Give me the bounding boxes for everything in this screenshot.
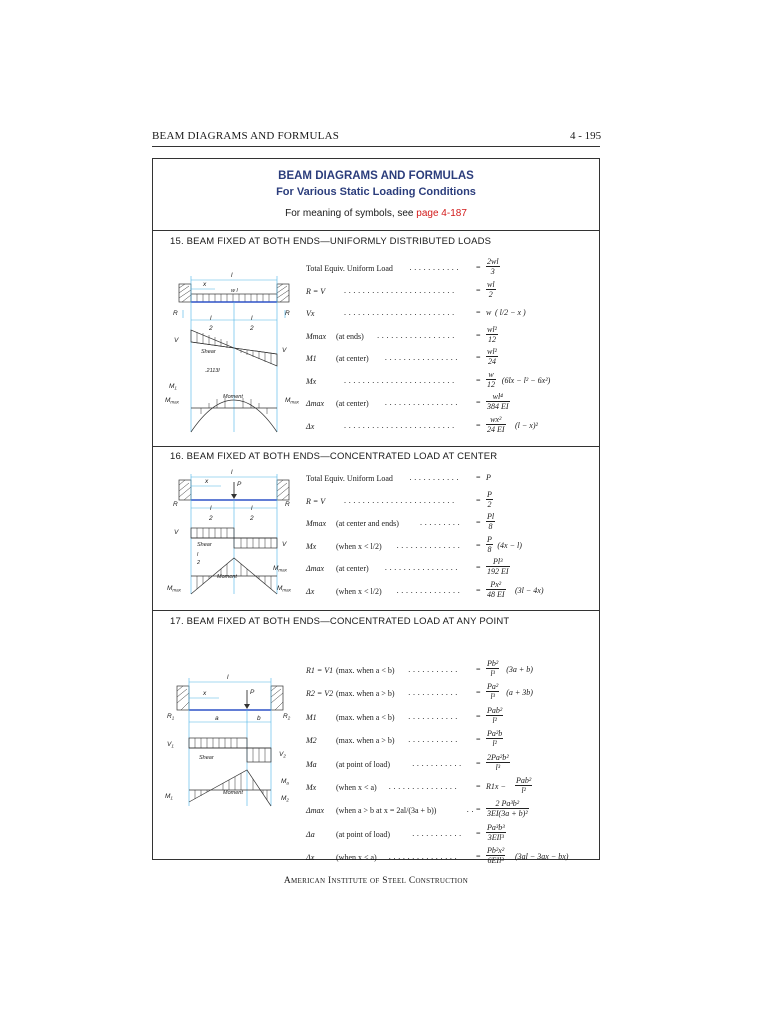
formula-condition: (when x < a) xyxy=(336,783,377,792)
denominator: 12 xyxy=(487,379,495,389)
formula-tail: (3al − 3ax − bx) xyxy=(515,852,569,862)
running-head-title: BEAM DIAGRAMS AND FORMULAS xyxy=(152,130,340,142)
denominator: l³ xyxy=(486,691,499,701)
V2-letter: V xyxy=(279,751,284,758)
numerator: wl xyxy=(487,279,495,289)
formula-row xyxy=(306,824,596,846)
Mmax-right-letter: M xyxy=(285,397,291,404)
label-R-right: R xyxy=(285,501,290,508)
label-M2: $M_2$ xyxy=(281,795,289,803)
formula-row xyxy=(306,730,596,752)
formula-condition: (max. when a < b) xyxy=(336,712,395,722)
denominator: 24 xyxy=(487,357,496,366)
fraction xyxy=(486,490,493,509)
denominator: 24 EI xyxy=(487,424,505,434)
leader-dots: ........................ xyxy=(344,285,457,295)
formula-condition: (at center) xyxy=(336,354,369,363)
formula-tail: ( l/2 − x ) xyxy=(495,308,526,317)
formula-symbol: Δmax xyxy=(306,399,325,408)
label-P: P xyxy=(237,481,242,488)
label-Ma xyxy=(281,778,289,786)
label-P: P xyxy=(250,689,255,696)
formula-row xyxy=(306,558,596,580)
header-rule xyxy=(152,146,600,147)
page-footer: American Institute of Steel Construction xyxy=(283,876,469,886)
leader-dots: ........... xyxy=(412,828,464,838)
label-M1: $M_1$ xyxy=(165,793,173,801)
formula-symbol: Δx xyxy=(306,586,315,596)
formula-condition: (at point of load) xyxy=(336,759,390,769)
section-17-title: 17. BEAM FIXED AT BOTH ENDS—CONCENTRATED LOAD AT ANY POINT xyxy=(170,616,510,627)
formula-row xyxy=(306,683,596,705)
label-point: .2113l xyxy=(205,368,220,374)
label-two-left: 2 xyxy=(209,515,213,522)
formula-term: R1x − xyxy=(486,782,506,791)
distributed-load xyxy=(191,294,277,302)
label-wl: w l xyxy=(231,288,238,294)
numerator: Pl xyxy=(487,512,495,521)
leader-dots: ................ xyxy=(384,563,461,572)
denominator: 8 xyxy=(486,521,495,531)
fraction xyxy=(486,799,529,818)
Mmax-right-sub: max xyxy=(282,587,291,593)
M1-letter: M xyxy=(169,383,175,390)
equals-sign: = xyxy=(476,563,481,572)
denominator: l² xyxy=(486,738,503,748)
M2-letter: M xyxy=(281,795,287,802)
fraction xyxy=(486,580,506,599)
formula-symbol: Δx xyxy=(306,853,315,863)
fraction-2 xyxy=(515,776,532,795)
equals-sign: = xyxy=(476,518,481,527)
Mmax-right-sub: max xyxy=(290,399,299,405)
formula-tail: (l − x)² xyxy=(515,420,538,430)
denominator: 12 xyxy=(487,334,496,344)
label-moment: Moment xyxy=(217,574,237,580)
equals-sign: = xyxy=(476,665,481,674)
Ma-sub: a xyxy=(286,780,289,786)
formula-symbol: Δx xyxy=(306,421,315,431)
formula-tail: (6lx − l² − 6x²) xyxy=(501,375,551,385)
formula-symbol: Mmax xyxy=(306,519,326,528)
formula-symbol: Mx xyxy=(306,376,317,386)
formula-symbol: Vx xyxy=(306,309,315,318)
formula-row xyxy=(306,326,596,348)
denominator: l³ xyxy=(486,668,499,678)
Mmax-left-letter: M xyxy=(167,585,173,592)
Ma-letter: M xyxy=(281,778,287,785)
formula-symbol: Ma xyxy=(306,759,317,769)
leader-dots: ............... xyxy=(388,852,460,862)
denominator: 2 xyxy=(486,289,496,299)
diagram-17 xyxy=(163,660,305,810)
leader-dots: ........... xyxy=(408,688,460,698)
section-16-title: 16. BEAM FIXED AT BOTH ENDS—CONCENTRATED LOAD AT CENTER xyxy=(170,451,498,462)
label-Mmax-left xyxy=(165,397,180,405)
fraction xyxy=(486,280,496,299)
label-V-right: V xyxy=(282,347,287,354)
label-two-right: 2 xyxy=(250,515,254,522)
formula-row xyxy=(306,281,596,303)
formula-row xyxy=(306,513,596,535)
shear-diagram xyxy=(189,738,247,748)
formula-condition: (max. when a > b) xyxy=(336,736,395,746)
label-x: x xyxy=(205,478,209,485)
equals-sign: = xyxy=(476,828,481,838)
label-R-right: R xyxy=(285,310,290,317)
numerator: Pb² xyxy=(487,659,499,668)
formula-symbol: R2 = V2 xyxy=(306,689,334,699)
label-l: l xyxy=(231,272,233,279)
formula-term: P xyxy=(486,473,491,482)
fraction xyxy=(486,257,500,276)
formula-tail: (3l − 4x) xyxy=(515,585,544,595)
divider-2 xyxy=(152,446,600,447)
label-Mmax-right xyxy=(285,397,300,405)
leader-dots: ........... xyxy=(408,665,460,674)
leader-dots: .. xyxy=(466,805,477,815)
label-V2: $V_2$ xyxy=(279,751,286,759)
formula-row xyxy=(306,348,596,370)
label-V1: $V_1$ xyxy=(167,741,174,749)
numerator: Pa³b³ xyxy=(487,822,505,832)
equals-sign: = xyxy=(476,585,481,595)
formula-condition: (at ends) xyxy=(336,331,364,341)
numerator: Pa²b xyxy=(487,729,503,739)
leader-dots: ............... xyxy=(388,782,460,791)
equals-sign: = xyxy=(476,711,481,721)
label-two-x: 2 xyxy=(197,560,201,566)
leader-dots: ................ xyxy=(384,353,461,362)
equals-sign: = xyxy=(476,688,481,698)
label-half-right: l xyxy=(251,315,253,322)
label-R-left: R xyxy=(173,501,178,508)
formula-condition: (when x < l/2) xyxy=(336,541,382,551)
label-R2: $R_2$ xyxy=(283,713,291,721)
label-half-right: l xyxy=(251,505,253,512)
formula-condition: (max. when a > b) xyxy=(336,689,395,699)
section-15-title: 15. BEAM FIXED AT BOTH ENDS—UNIFORMLY DISTRIBUTED LOADS xyxy=(170,236,492,247)
formula-symbol: Δmax xyxy=(306,806,325,816)
formula-row xyxy=(306,468,596,490)
formula-condition: (when x < l/2) xyxy=(336,586,382,596)
formula-symbol: M2 xyxy=(306,736,317,746)
Mmax-mid-letter: M xyxy=(273,565,279,572)
fraction xyxy=(486,535,493,554)
equals-sign: = xyxy=(476,782,481,791)
fraction xyxy=(486,392,510,411)
formula-symbol: Δmax xyxy=(306,564,325,573)
divider-1 xyxy=(152,230,600,231)
equals-sign: = xyxy=(476,495,481,505)
denominator: 3EIl³ xyxy=(487,832,504,842)
formula-symbol: M1 xyxy=(306,354,317,363)
label-two-right: 2 xyxy=(250,325,254,332)
label-two-left: 2 xyxy=(209,325,213,332)
Mmax-left-sub: max xyxy=(172,587,181,593)
label-l: l xyxy=(227,674,229,681)
label-shear: Shear xyxy=(197,542,212,548)
leader-dots: ........... xyxy=(408,735,460,745)
leader-dots: ........... xyxy=(408,711,460,721)
formula-condition: Total Equiv. Uniform Load xyxy=(306,474,393,483)
formula-tail: (3a + b) xyxy=(506,665,533,674)
moment-diagram xyxy=(189,770,271,806)
fraction xyxy=(486,415,506,434)
formula-condition: (when x < a) xyxy=(336,853,377,863)
formula-tail: (4x − l) xyxy=(497,540,522,550)
formula-condition: (at center and ends) xyxy=(336,519,399,528)
label-shear: Shear xyxy=(201,349,216,355)
numerator: wl⁴ xyxy=(492,392,503,401)
equals-sign: = xyxy=(476,353,481,362)
denominator: l² xyxy=(515,785,532,795)
denominator: l³ xyxy=(486,762,510,772)
leader-dots: ................. xyxy=(377,330,457,340)
formula-row xyxy=(306,800,596,822)
leader-dots: .............. xyxy=(396,540,463,550)
R1-letter: R xyxy=(167,713,172,720)
label-V-left: V xyxy=(174,529,179,536)
label-M1 xyxy=(169,383,177,391)
numerator: Pab² xyxy=(516,776,532,785)
equals-sign: = xyxy=(476,852,481,862)
formula-row xyxy=(306,303,596,325)
numerator: 2 Pa³b² xyxy=(495,799,520,809)
Mmax-left-sub: max xyxy=(170,399,179,405)
formula-symbol: R = V xyxy=(306,286,326,296)
page-title: BEAM DIAGRAMS AND FORMULAS xyxy=(278,170,474,182)
fraction xyxy=(486,706,503,725)
formula-symbol: Δa xyxy=(306,829,315,839)
label-V-right: V xyxy=(282,541,287,548)
formula-row xyxy=(306,660,596,682)
equals-sign: = xyxy=(476,308,481,317)
diagram-16 xyxy=(165,466,305,606)
formula-row xyxy=(306,777,596,799)
Mmax-left-letter: M xyxy=(165,397,171,404)
formula-row xyxy=(306,707,596,729)
formula-symbol: Mmax xyxy=(306,331,326,341)
denominator: 6EIl³ xyxy=(487,856,504,866)
numerator: wl² xyxy=(487,347,497,356)
formula-row xyxy=(306,416,596,438)
symbols-page-link[interactable]: page 4-187 xyxy=(416,208,467,219)
numerator: Px² xyxy=(490,579,502,589)
page-subtitle: For Various Static Loading Conditions xyxy=(276,186,476,198)
fraction xyxy=(486,347,498,366)
label-a: a xyxy=(215,715,219,722)
symbols-note xyxy=(152,208,600,219)
formula-condition: (at point of load) xyxy=(336,829,390,839)
leader-dots: ......... xyxy=(420,518,463,527)
label-Mmax-left xyxy=(167,585,182,593)
formula-term: w xyxy=(486,308,492,317)
denominator: 384 EI xyxy=(487,402,509,411)
page-number: 4 - 195 xyxy=(570,130,602,142)
label-Mmax-right xyxy=(277,585,292,593)
denominator: 3EI(3a + b)² xyxy=(487,809,528,819)
leader-dots: ........... xyxy=(412,758,464,768)
label-Mmax-mid xyxy=(273,565,288,573)
divider-3 xyxy=(152,610,600,611)
formula-row xyxy=(306,393,596,415)
denominator: 2 xyxy=(487,499,492,509)
numerator: 2wl xyxy=(487,257,499,266)
right-wall xyxy=(277,480,289,500)
leader-dots: ........... xyxy=(409,473,462,482)
fraction xyxy=(486,370,496,389)
formula-symbol: R = V xyxy=(306,496,326,506)
Mmax-mid-sub: max xyxy=(278,567,287,573)
formula-symbol: Mx xyxy=(306,541,317,551)
label-half-left: l xyxy=(210,505,212,512)
label-half-left: l xyxy=(210,315,212,322)
leader-dots: ........................ xyxy=(344,308,457,317)
formula-condition: Total Equiv. Uniform Load xyxy=(306,264,393,273)
leader-dots: ........................ xyxy=(344,495,457,505)
fraction xyxy=(486,659,499,678)
equals-sign: = xyxy=(476,758,481,768)
Mmax-right-letter: M xyxy=(277,585,283,592)
M1-sub: 1 xyxy=(174,385,177,391)
leader-dots: ........................ xyxy=(344,420,457,430)
label-R-left: R xyxy=(173,310,178,317)
fraction xyxy=(486,557,510,576)
numerator: Pa² xyxy=(487,682,499,692)
denominator: l² xyxy=(486,715,503,725)
label-moment: Moment xyxy=(223,790,243,796)
denominator: 192 EI xyxy=(487,567,509,576)
shear-diagram xyxy=(191,528,234,538)
leader-dots: .............. xyxy=(396,585,463,595)
formula-row xyxy=(306,371,596,393)
formula-symbol: R1 = V1 xyxy=(306,666,334,675)
formula-row xyxy=(306,581,596,603)
denominator: 8 xyxy=(487,544,492,554)
V1-letter: V xyxy=(167,741,172,748)
label-half-x: l xyxy=(197,552,199,558)
fraction xyxy=(486,512,495,531)
symbols-note-text: For meaning of symbols, see xyxy=(285,208,417,219)
numerator: wx² xyxy=(490,414,502,424)
fraction xyxy=(486,823,506,842)
numerator: Pab² xyxy=(487,705,503,715)
formula-row xyxy=(306,754,596,776)
formula-symbol: M1 xyxy=(306,712,317,722)
formula-row xyxy=(306,847,596,869)
equals-sign: = xyxy=(476,285,481,295)
formula-condition: (when a > b at x = 2al/(3a + b)) xyxy=(336,806,437,816)
numerator: P xyxy=(487,489,492,499)
numerator: Pl³ xyxy=(493,557,503,566)
equals-sign: = xyxy=(476,398,481,407)
label-x: x xyxy=(203,690,207,697)
formula-condition: (at center) xyxy=(336,564,369,573)
left-wall xyxy=(179,480,191,500)
formula-tail: (a + 3b) xyxy=(506,688,533,698)
label-x: x xyxy=(203,281,207,288)
label-shear: Shear xyxy=(199,755,214,761)
label-V-left: V xyxy=(174,337,179,344)
leader-dots: ........................ xyxy=(344,375,457,385)
formula-row xyxy=(306,258,596,280)
numerator: 2Pa²b² xyxy=(487,752,509,762)
equals-sign: = xyxy=(476,735,481,745)
equals-sign: = xyxy=(476,263,481,272)
formula-row xyxy=(306,536,596,558)
formula-symbol: Mx xyxy=(306,783,317,792)
numerator: Pb²x² xyxy=(487,846,505,856)
diagram-15 xyxy=(165,262,305,442)
numerator: wl² xyxy=(487,324,497,334)
label-R1: $R_1$ xyxy=(167,713,175,721)
denominator: 3 xyxy=(486,266,500,276)
equals-sign: = xyxy=(476,473,481,482)
R2-letter: R xyxy=(283,713,288,720)
fraction xyxy=(486,325,498,344)
denominator: 48 EI xyxy=(487,589,505,599)
formula-condition: (at center) xyxy=(336,399,369,408)
equals-sign: = xyxy=(476,330,481,340)
formula-condition: (max. when a < b) xyxy=(336,666,395,675)
fraction xyxy=(486,729,503,748)
fraction xyxy=(486,846,505,865)
fraction xyxy=(486,753,510,772)
M1-letter: M xyxy=(165,793,171,800)
formula-row xyxy=(306,491,596,513)
label-b: b xyxy=(257,715,261,722)
equals-sign: = xyxy=(476,375,481,385)
numerator: w xyxy=(488,369,494,379)
leader-dots: ................ xyxy=(384,398,461,407)
fraction xyxy=(486,682,499,701)
equals-sign: = xyxy=(476,540,481,550)
equals-sign: = xyxy=(476,805,481,815)
label-l: l xyxy=(231,469,233,476)
numerator: P xyxy=(487,534,492,544)
label-moment: Moment xyxy=(223,394,243,400)
equals-sign: = xyxy=(476,420,481,430)
leader-dots: ........... xyxy=(409,263,462,272)
